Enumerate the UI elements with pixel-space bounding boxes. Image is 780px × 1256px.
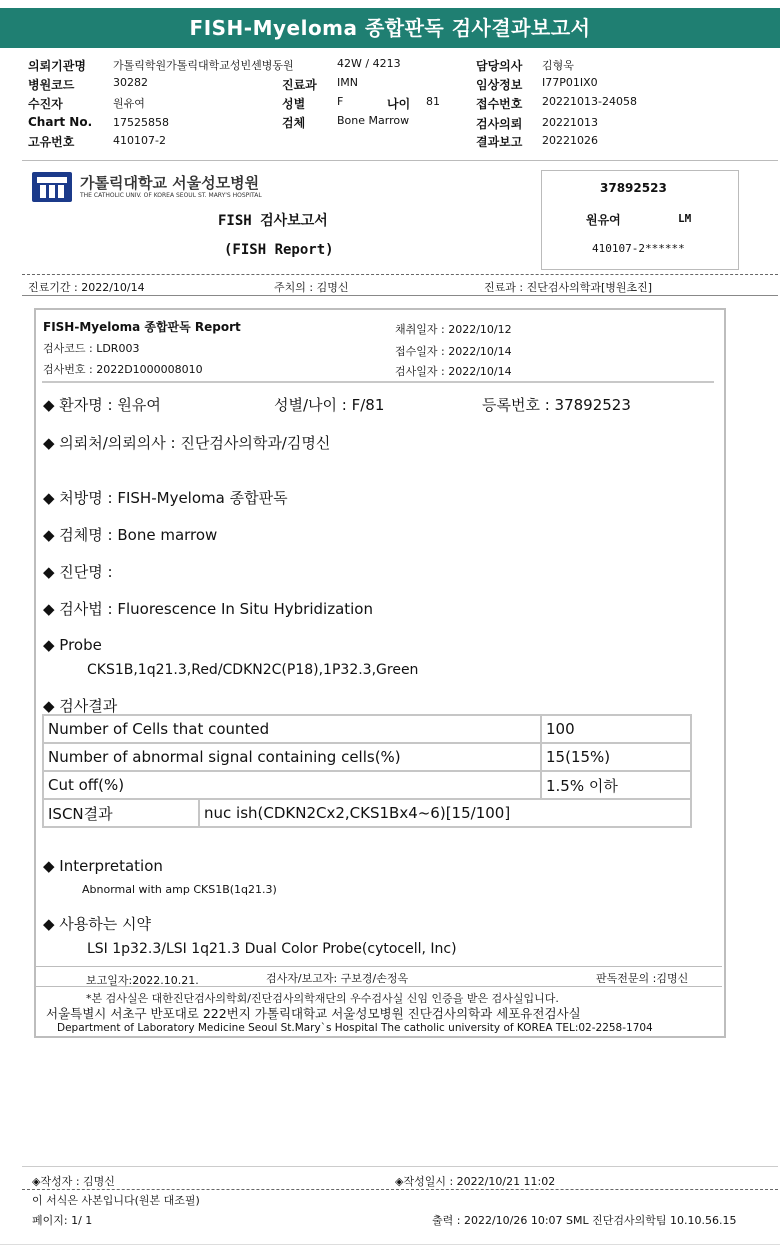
report-probe-value: CKS1B,1q21.3,Red/CDKN2C(P18),1P32.3,Green	[87, 662, 419, 678]
meta-label-chart-no: Chart No.	[28, 115, 93, 129]
footer-author: ◈작성자 : 김명신	[32, 1175, 115, 1188]
divider	[22, 160, 778, 161]
attending-doctor: 주치의 : 김명신	[274, 281, 349, 294]
report-subtitle: (FISH Report)	[224, 242, 334, 258]
report-reg-no: 등록번호 : 37892523	[482, 396, 631, 414]
result-label: Number of Cells that counted	[43, 715, 541, 743]
meta-value-chart-no: 17525858	[113, 116, 169, 129]
footer-copy-note: 이 서식은 사본입니다(원본 대조필)	[32, 1194, 200, 1207]
reporter: 검사자/보고자: 구보경/손정옥	[266, 972, 409, 985]
meta-label-institution: 의뢰기관명	[28, 59, 86, 73]
report-collect-date: 채취일자 : 2022/10/12	[395, 323, 512, 336]
results-table	[42, 714, 692, 828]
divider	[0, 1244, 780, 1245]
divider	[22, 295, 778, 296]
report-probe-label: ◆ Probe	[43, 636, 102, 654]
patient-box-name: 원유여	[586, 213, 621, 227]
report-date: 보고일자:2022.10.21.	[86, 974, 199, 987]
table-row	[43, 743, 691, 771]
report-reagent-value: LSI 1p32.3/LSI 1q21.3 Dual Color Probe(cytocell, Inc)	[87, 941, 457, 957]
report-interp-label: ◆ Interpretation	[43, 857, 163, 875]
patient-box-reg-no: 37892523	[600, 181, 667, 195]
specialist: 판독전문의 :김명신	[596, 972, 689, 985]
meta-value-specimen: Bone Marrow	[337, 114, 410, 127]
iscn-value: nuc ish(CDKN2Cx2,CKS1Bx4~6)[15/100]	[199, 799, 691, 827]
report-sex-age: 성별/나이 : F/81	[274, 396, 385, 414]
meta-label-clinical: 임상정보	[476, 78, 523, 92]
meta-label-receipt-no: 접수번호	[476, 97, 523, 111]
report-interp-value: Abnormal with amp CKS1B(1q21.3)	[82, 883, 277, 896]
report-title: FISH 검사보고서	[218, 213, 328, 229]
table-row	[43, 799, 691, 827]
report-test-code: 검사코드 : LDR003	[43, 342, 140, 355]
report-result-label: ◆ 검사결과	[43, 697, 118, 715]
meta-value-age: 81	[426, 95, 440, 108]
divider	[22, 1166, 778, 1167]
department: 진료과 : 진단검사의학과[병원초진]	[484, 281, 653, 294]
meta-label-result-report: 결과보고	[476, 135, 523, 149]
result-value: 100	[541, 715, 691, 743]
meta-value-sex: F	[337, 95, 344, 108]
meta-label-age: 나이	[387, 97, 411, 111]
meta-label-specimen: 검체	[282, 116, 306, 130]
footer-page: 페이지: 1/ 1	[32, 1214, 93, 1227]
meta-value-result-report: 20221026	[542, 134, 598, 147]
meta-value-institution: 가톨릭학원가톨릭대학교성빈센병동원	[113, 59, 294, 72]
table-row	[43, 715, 691, 743]
hospital-logo-icon	[32, 172, 72, 202]
report-patient: ◆ 환자명 : 원유여	[43, 396, 161, 414]
meta-value-patient: 원유여	[113, 97, 145, 110]
hospital-name: 가톨릭대학교 서울성모병원	[80, 174, 260, 192]
report-reagent-label: ◆ 사용하는 시약	[43, 915, 152, 933]
report-test-name: FISH-Myeloma 종합판독 Report	[43, 320, 241, 334]
meta-label-attending: 담당의사	[476, 59, 523, 73]
meta-value-request: 20221013	[542, 116, 598, 129]
report-test-no: 검사번호 : 2022D1000008010	[43, 363, 203, 376]
hospital-subname: THE CATHOLIC UNIV. OF KOREA SEOUL ST. MARY'S HOSPITAL	[80, 192, 262, 199]
meta-value-unique-no: 410107-2	[113, 134, 166, 147]
meta-value-attending: 김형욱	[542, 59, 574, 72]
meta-value-ward: 42W / 4213	[337, 57, 401, 70]
meta-label-sex: 성별	[282, 97, 306, 111]
patient-box-id: 410107-2******	[592, 242, 685, 255]
meta-value-receipt-no: 20221013-24058	[542, 95, 637, 108]
report-specimen: ◆ 검체명 : Bone marrow	[43, 526, 218, 544]
patient-box-sex-age: LM	[678, 212, 692, 225]
meta-label-dept: 진료과	[282, 78, 317, 92]
report-diagnosis: ◆ 진단명 :	[43, 563, 113, 581]
footer-written: ◈작성일시 : 2022/10/21 11:02	[395, 1175, 556, 1188]
result-value: 1.5% 이하	[541, 771, 691, 799]
divider	[22, 274, 778, 275]
lab-address: 서울특별시 서초구 반포대로 222번지 가톨릭대학교 서울성모병원 진단검사의학과 세포유전검사실	[46, 1006, 581, 1021]
divider	[22, 1189, 778, 1190]
iscn-label: ISCN결과	[43, 799, 199, 827]
report-test-date: 검사일자 : 2022/10/14	[395, 365, 512, 378]
result-value: 15(15%)	[541, 743, 691, 771]
report-receive-date: 접수일자 : 2022/10/14	[395, 345, 512, 358]
meta-label-request: 검사의뢰	[476, 117, 523, 131]
divider	[36, 966, 722, 967]
meta-label-unique-no: 고유번호	[28, 135, 75, 149]
result-label: Cut off(%)	[43, 771, 541, 799]
lab-dept-en: Department of Laboratory Medicine Seoul St.Mary`s Hospital The catholic university of KOREA TEL:02-2258-1704	[57, 1022, 653, 1034]
meta-value-clinical: I77P01IX0	[542, 76, 598, 89]
footer-printed: 출력 : 2022/10/26 10:07 SML 진단검사의학팀 10.10.56.15	[432, 1214, 737, 1227]
report-prescription: ◆ 처방명 : FISH-Myeloma 종합판독	[43, 489, 288, 507]
report-method: ◆ 검사법 : Fluorescence In Situ Hybridization	[43, 600, 373, 618]
treatment-period: 진료기간 : 2022/10/14	[28, 281, 145, 294]
meta-label-hospital-code: 병원코드	[28, 78, 75, 92]
divider	[42, 381, 714, 383]
report-referrer: ◆ 의뢰처/의뢰의사 : 진단검사의학과/김명신	[43, 434, 331, 452]
certification-note: *본 검사실은 대한진단검사의학회/진단검사의학재단의 우수검사실 신임 인증을 받은 검사실입니다.	[86, 992, 559, 1005]
meta-label-patient: 수진자	[28, 97, 63, 111]
meta-value-dept: IMN	[337, 76, 358, 89]
divider	[36, 986, 722, 987]
result-label: Number of abnormal signal containing cells(%)	[43, 743, 541, 771]
meta-value-hospital-code: 30282	[113, 76, 148, 89]
page-title: FISH-Myeloma 종합판독 검사결과보고서	[189, 16, 591, 40]
table-row	[43, 771, 691, 799]
